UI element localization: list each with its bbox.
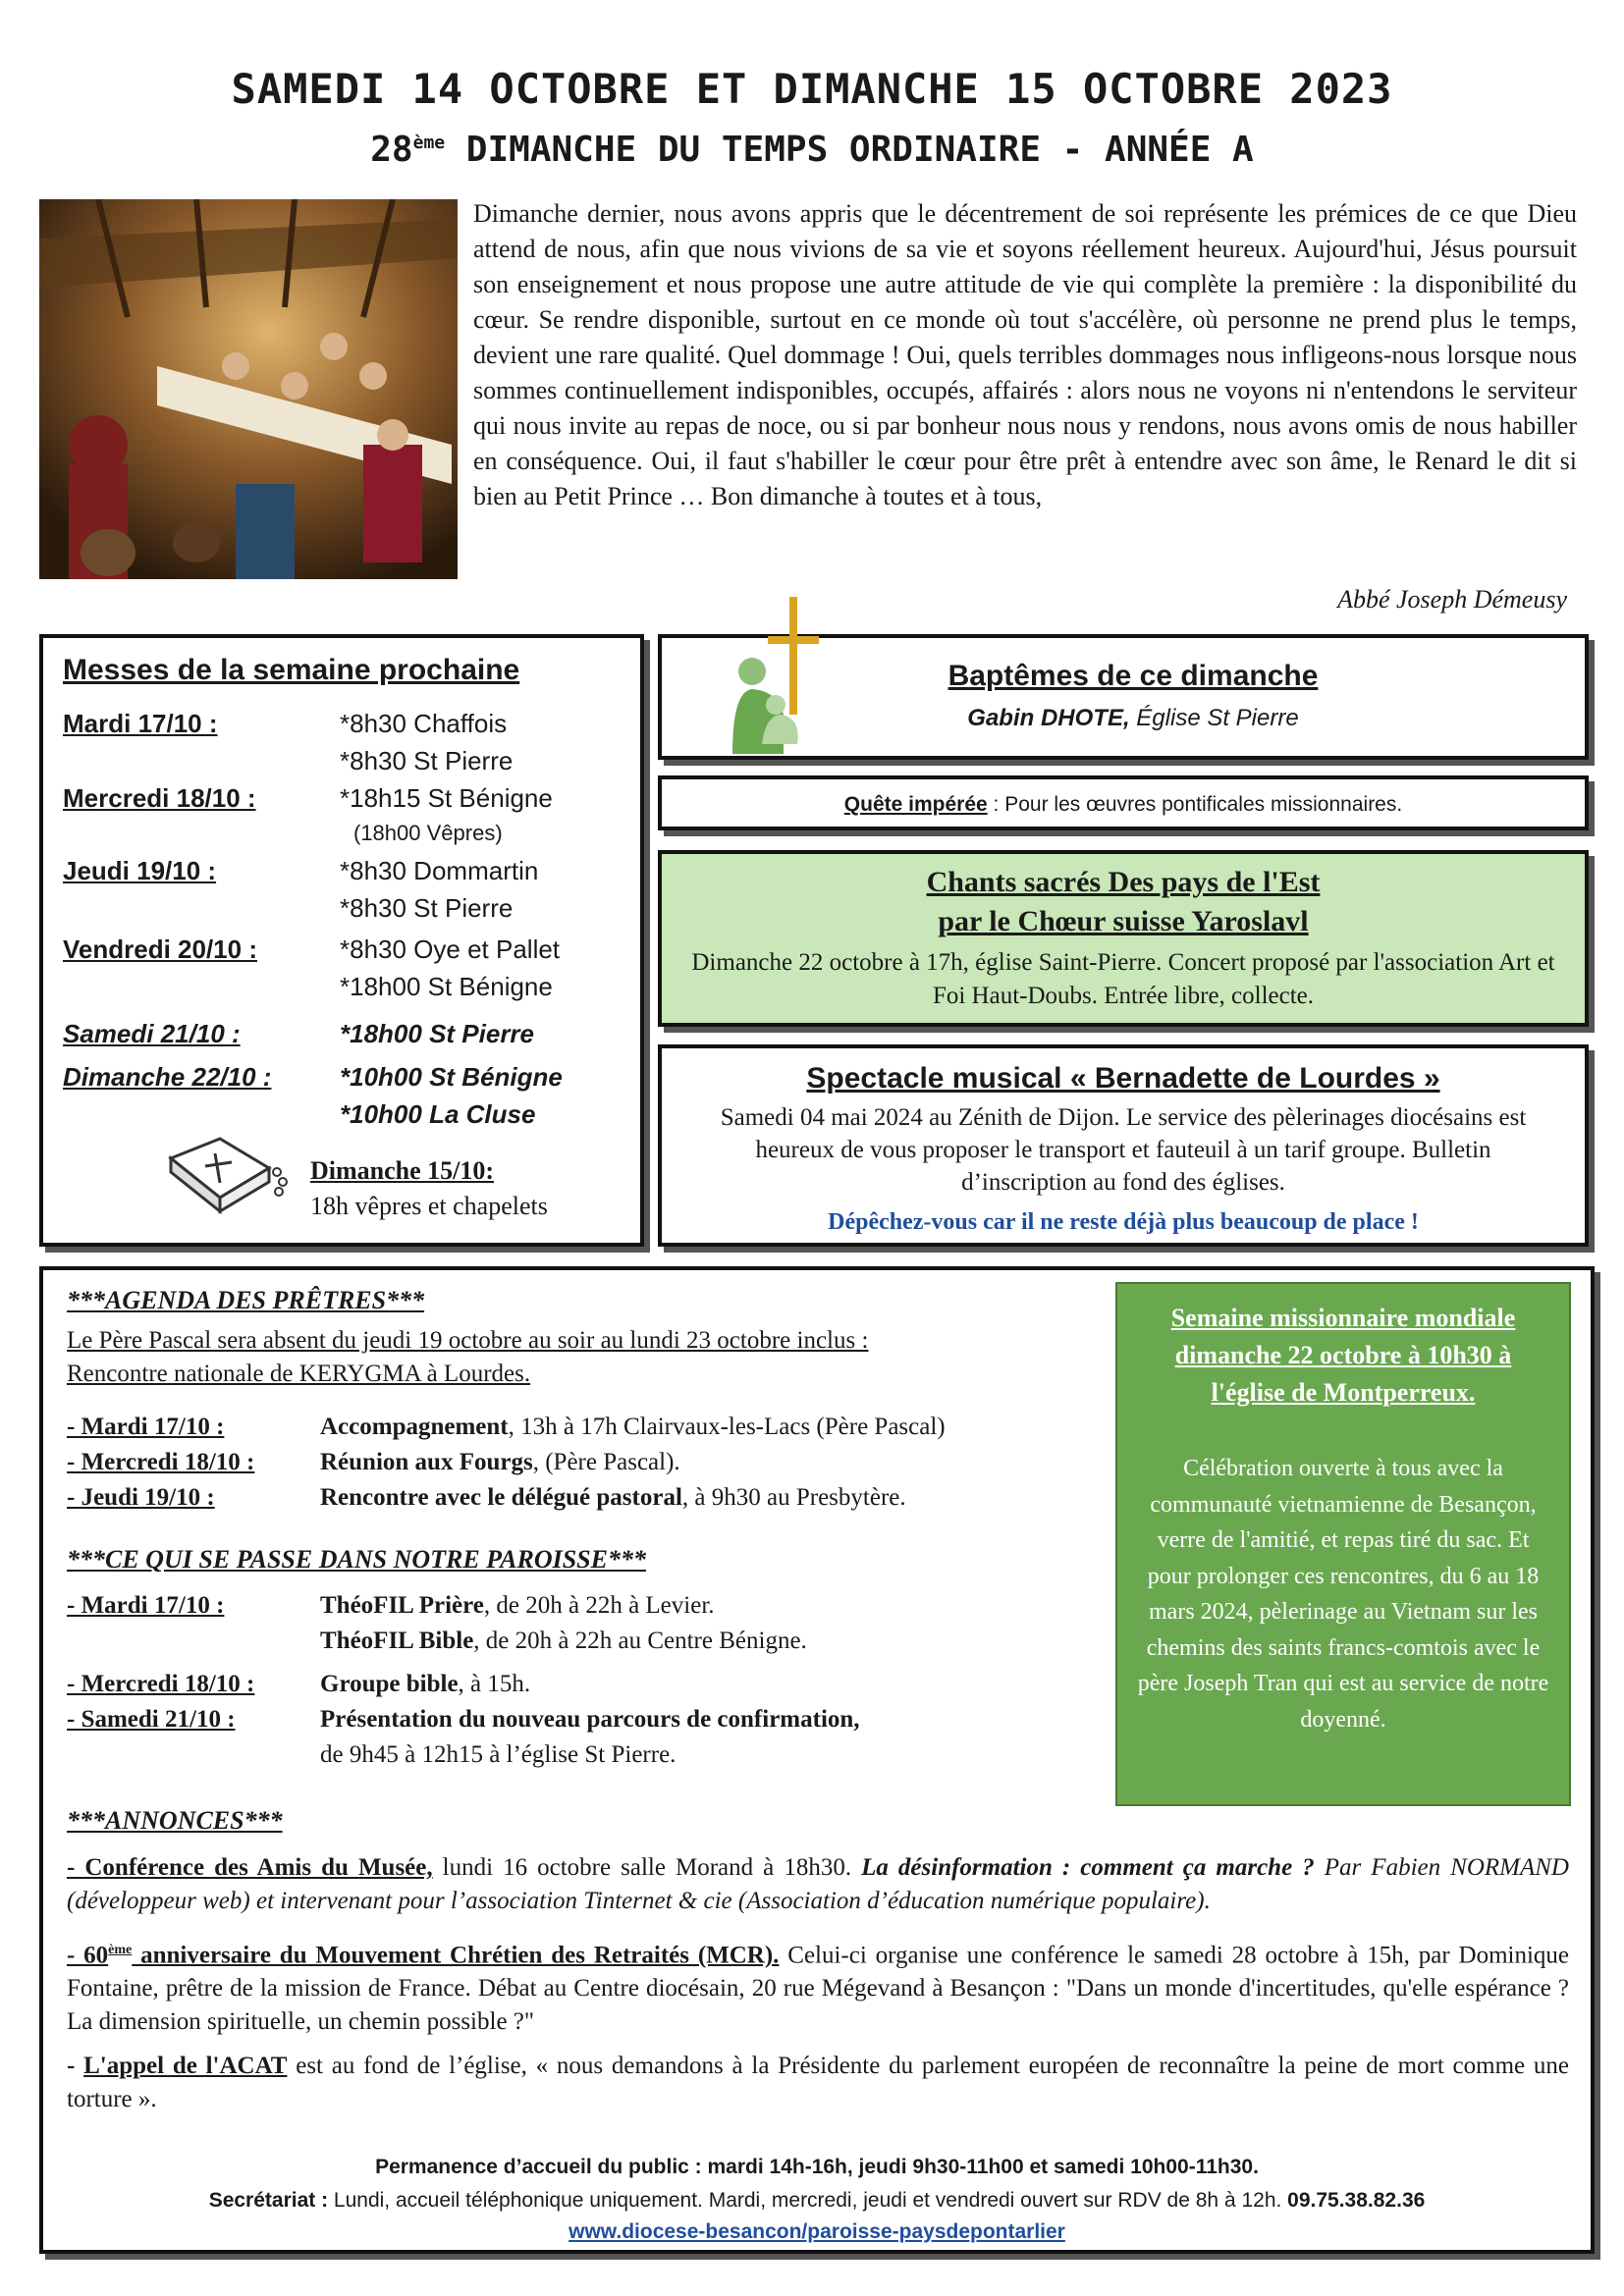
semaine-box xyxy=(1115,1282,1571,1806)
spectacle-hurry: Dépêchez-vous car il ne reste déjà plus beaucoup de place ! xyxy=(828,1209,1419,1235)
paroisse-title: ***CE QUI SE PASSE DANS NOTRE PAROISSE*** xyxy=(67,1545,646,1574)
paroisse-entry: Groupe bible, à 15h. xyxy=(320,1671,531,1697)
painting-image xyxy=(39,199,458,579)
chants-box xyxy=(658,850,1589,1027)
subtitle-sup: ème xyxy=(412,133,446,153)
chants-title-2: par le Chœur suisse Yaroslavl xyxy=(938,905,1309,937)
bible-icon xyxy=(161,1129,289,1227)
wedding-feast-painting xyxy=(39,199,458,579)
phone-number: 09.75.38.82.36 xyxy=(1287,2189,1426,2212)
baptemes-box xyxy=(658,634,1589,760)
semaine-text: Célébration ouverte à tous avec la communauté vietnamienne de Besançon, verre de l'amitié, et repas tiré du sac. Et pour prolonger ces rencontres, du 6 au 18 mars 2024, pèlerinage au Vietnam sur les chemins des saints francs-comtois avec le père Joseph Tran qui est au service de notre doyenné. xyxy=(1137,1456,1549,1733)
paroisse-day: - Mardi 17/10 : xyxy=(67,1592,225,1619)
quete-line xyxy=(662,793,1585,817)
website-link[interactable]: www.diocese-besancon/paroisse-paysdepontarlier xyxy=(568,2220,1065,2243)
agenda-entry: Réunion aux Fourgs, (Père Pascal). xyxy=(320,1449,680,1475)
paroisse-entry: ThéoFIL Prière, de 20h à 22h à Levier. xyxy=(320,1592,715,1619)
annonce-3: - L'appel de l'ACAT est au fond de l’église, « nous demandons à la Présidente du parlement européen de reconnaître la peine de mort comme une torture ». xyxy=(67,2053,1570,2112)
spectacle-text: Samedi 04 mai 2024 au Zénith de Dijon. Le service des pèlerinages diocésains est heureux de vous proposer le transport et fauteuil à un tarif groupe. Bulletin d’inscription au fond des églises. xyxy=(720,1104,1527,1196)
quete-box xyxy=(658,775,1589,830)
quete-label: Quête impérée xyxy=(843,793,988,816)
paroisse-entry: ThéoFIL Bible, de 20h à 22h au Centre Bénigne. xyxy=(320,1628,807,1654)
masses-box: Messes de la semaine prochaine Mardi 17/10 : *8h30 Chaffois *8h30 St Pierre Mercredi 18/10 : *18h15 St Bénigne (18h00 Vêpres) Jeudi 19/10 : *8h30 Dommartin *8h30 St Pierre Vendredi 20/10 : *8h30 Oye et Pallet *18h00 St Bénigne Samedi 21/10 : *18h00 St Pierre Dimanche 22/10 : *10h00 St Bénigne *10h00 La Cluse Dimanche 15/10: 18h vêpres et chapelets xyxy=(39,634,644,1247)
baptemes-title: Baptêmes de ce dimanche xyxy=(947,660,1319,692)
masses-title: Messes de la semaine prochaine xyxy=(63,654,520,686)
subtitle-text: DIMANCHE DU TEMPS ORDINAIRE - ANNÉE A xyxy=(445,130,1254,170)
agenda-day: - Mercredi 18/10 : xyxy=(67,1449,255,1475)
semaine-title: Semaine missionnaire mondiale dimanche 22 octobre à 10h30 à l'église de Montperreux. xyxy=(1170,1304,1516,1407)
quete-text: : Pour les œuvres pontificales missionnaires. xyxy=(987,793,1403,816)
intro-paragraph: Dimanche dernier, nous avons appris que le décentrement de soi représente les prémices de ce que Dieu attend de nous, afin que nous vivions de sa vie et soyons réellement heureux. Aujourd'hui, Jésus poursuit son enseignement et nous propose une autre attitude de vie qui complète la première : la disponibilité du cœur. Se rendre disponible, surtout en ce monde où tout s'accélère, où personne ne prend plus le temps, devient une rare qualité. Quel dommage ! Oui, quels terribles dommages nous infligeons-nous lorsque nous sommes continuellement indisponibles, occupés, affairés : alors nous ne voyons ni n'entendons le serviteur qui nous invite au repas de noce, ou si par bonheur nous nous y rendons, nous avons omis de nous habiller en conséquence. Oui, il faut s'habiller le cœur pour être prêt à entendre avec son âme, le Renard le dit si bien au Petit Prince … Bon dimanche à toutes et à tous, xyxy=(473,199,1577,510)
agenda-entry: Rencontre avec le délégué pastoral, à 9h30 au Presbytère. xyxy=(320,1484,906,1511)
agenda-day: - Mardi 17/10 : xyxy=(67,1414,225,1440)
subtitle-number: 28 xyxy=(370,130,413,170)
footer-secretariat: Secrétariat : Lundi, accueil téléphonique uniquement. Mardi, mercredi, jeudi et vendredi ouvert sur RDV de 8h à 12h. 09.75.38.82.36 xyxy=(208,2189,1426,2212)
sunday-text: 18h vêpres et chapelets xyxy=(310,1192,548,1220)
paroisse-day: - Mercredi 18/10 : xyxy=(67,1671,255,1697)
paroisse-entry: Présentation du nouveau parcours de confirmation, xyxy=(320,1706,860,1733)
page-title: SAMEDI 14 OCTOBRE ET DIMANCHE 15 OCTOBRE 2023 xyxy=(231,65,1393,113)
spectacle-box xyxy=(658,1044,1589,1247)
signature: Abbé Joseph Démeusy xyxy=(1337,585,1567,614)
paroisse-day: - Samedi 21/10 : xyxy=(67,1706,236,1733)
baptism-place: Église St Pierre xyxy=(1129,705,1299,731)
paroisse-entry: de 9h45 à 12h15 à l’église St Pierre. xyxy=(320,1741,677,1768)
agenda-entry: Accompagnement, 13h à 17h Clairvaux-les-Lacs (Père Pascal) xyxy=(320,1414,946,1440)
baptemes-line xyxy=(839,705,1428,732)
agenda-day: - Jeudi 19/10 : xyxy=(67,1484,215,1511)
footer-permanence: Permanence d’accueil du public : mardi 14h-16h, jeudi 9h30-11h00 et samedi 10h00-11h30. xyxy=(375,2156,1259,2178)
annonce-1: - Conférence des Amis du Musée, lundi 16 octobre salle Morand à 18h30. La désinformation : comment ça marche ? Par Fabien NORMAND (développeur web) et intervenant pour l’association Tinternet & cie (Association d’éducation numérique populaire). xyxy=(67,1854,1569,1914)
sunday-title: Dimanche 15/10: xyxy=(310,1156,495,1185)
annonce-2: - 60ème anniversaire du Mouvement Chrétien des Retraités (MCR). Celui-ci organise une conférence le samedi 28 octobre à 15h, par Dominique Fontaine, prêtre de la mission de France. Débat au Centre diocésain, 20 rue Mégevand à Besançon : "Dans un monde d'incertitudes, qu'elle espérance ? La dimension spirituelle, un chemin possible ?" xyxy=(67,1942,1570,2036)
agenda-absence-2: Rencontre nationale de KERYGMA à Lourdes. xyxy=(67,1361,531,1387)
baptism-name: Gabin DHOTE, xyxy=(967,705,1130,731)
spectacle-title: Spectacle musical « Bernadette de Lourdes » xyxy=(806,1062,1440,1095)
agenda-title: ***AGENDA DES PRÊTRES*** xyxy=(67,1286,425,1314)
page-subtitle xyxy=(0,130,1624,170)
annonces-title: ***ANNONCES*** xyxy=(67,1806,283,1835)
chants-title-1: Chants sacrés Des pays de l'Est xyxy=(926,866,1321,898)
footer-link-wrap xyxy=(43,2220,1591,2244)
agenda-absence-1: Le Père Pascal sera absent du jeudi 19 octobre au soir au lundi 23 octobre inclus : xyxy=(67,1327,869,1354)
chants-text: Dimanche 22 octobre à 17h, église Saint-Pierre. Concert proposé par l'association Art et Foi Haut-Doubs. Entrée libre, collecte. xyxy=(691,949,1555,1009)
baptism-icon xyxy=(723,597,831,754)
